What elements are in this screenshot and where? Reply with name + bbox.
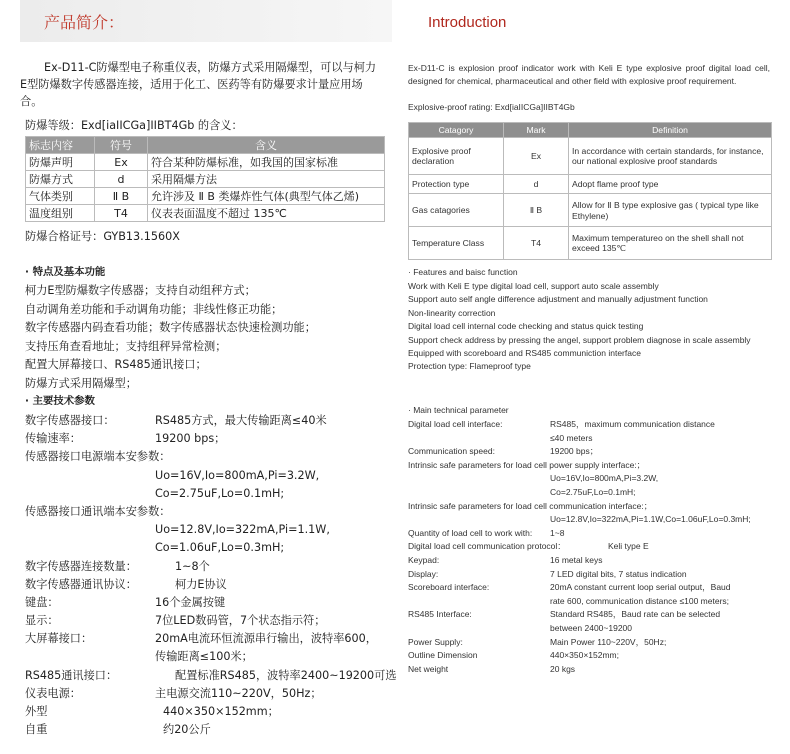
param-value: 柯力E协议 — [175, 577, 227, 591]
table-cell: Gas catagories — [409, 194, 504, 227]
feature-item: 支持压角查看地址；支持组秤异常检测； — [25, 339, 227, 353]
param-row — [25, 521, 395, 539]
table-header-row — [26, 137, 385, 154]
rating-table-en — [408, 122, 772, 260]
param-label: 键盘： — [25, 595, 59, 609]
param-row — [25, 648, 395, 666]
table-cell: Maximum temperatureo on the shell shall not exceed 135℃ — [569, 227, 772, 260]
param-label: RS485 Interface: — [408, 609, 472, 620]
table-header-row — [409, 123, 772, 138]
param-value: 7 LED digital bits, 7 status indication — [550, 568, 687, 579]
param-label: Digital load cell communication protocol： — [408, 541, 566, 552]
param-label: 显示： — [25, 614, 59, 628]
table-cell: Allow for Ⅱ B type explosive gas ( typical type like Ethylene) — [569, 194, 772, 227]
table-cell: Ⅱ B — [504, 194, 569, 227]
chinese-column — [20, 0, 397, 737]
chinese-intro — [20, 59, 392, 111]
feature-item: Digital load cell internal code checking and status quick testing — [408, 321, 644, 332]
param-row — [25, 412, 395, 430]
features-title: · 特点及基本功能 — [25, 266, 106, 278]
table-row — [409, 175, 772, 194]
param-row — [25, 485, 395, 503]
param-value: Uo=16V,Io=800mA,Pi=3.2W, — [155, 468, 320, 482]
table-row — [26, 171, 385, 188]
param-value: 20mA constant current loop serial output，Baud — [550, 582, 731, 593]
param-row — [25, 503, 395, 521]
param-row — [408, 500, 774, 514]
table-cell: Adopt flame proof type — [569, 175, 772, 194]
param-label: 传输速率： — [25, 432, 81, 446]
param-value: 19200 bps； — [550, 446, 599, 457]
table-cell: Ex — [95, 154, 148, 171]
table-cell: 符合某种防爆标准，如我国的国家标准 — [148, 154, 385, 171]
param-row — [25, 558, 395, 576]
param-row — [408, 445, 774, 459]
param-value: ≤40 meters — [550, 432, 593, 443]
param-value: 1~8 — [550, 527, 565, 538]
param-value: 440×350×152mm； — [163, 705, 279, 718]
table-header-cell: 符号 — [95, 137, 148, 154]
table-cell: d — [95, 171, 148, 188]
table-header-cell: 含义 — [148, 137, 385, 154]
param-row — [25, 467, 395, 485]
param-row — [408, 622, 774, 636]
param-value: Co=2.75uF,Lo=0.1mH; — [155, 486, 285, 500]
param-label: Quantity of load cell to work with: — [408, 527, 533, 538]
param-label: Scoreboard interface: — [408, 582, 490, 593]
param-row — [25, 594, 395, 612]
param-row — [408, 486, 774, 500]
param-label: 外型 — [25, 705, 48, 718]
param-label: 仪表电源： — [25, 686, 81, 700]
table-cell: Ⅱ B — [95, 188, 148, 205]
table-header-cell: Definition — [569, 123, 772, 138]
feature-item: Non-linearity correction — [408, 307, 496, 318]
param-value: Co=1.06uF,Lo=0.3mH; — [155, 541, 285, 555]
table-header-cell: 标志内容 — [26, 137, 95, 154]
table-row — [409, 138, 772, 175]
param-row — [25, 667, 395, 685]
param-row — [408, 649, 774, 663]
chinese-title: 产品简介： — [44, 13, 125, 32]
table-row — [409, 194, 772, 227]
params-title-en: · Main technical parameter — [408, 405, 509, 415]
param-value: Keli type E — [608, 541, 649, 552]
param-row — [408, 581, 774, 595]
table-cell: Temperature Class — [409, 227, 504, 260]
feature-item: Protection type: Flameproof type — [408, 361, 531, 372]
param-row — [408, 554, 774, 568]
param-label: Digital load cell interface: — [408, 419, 503, 429]
features-list — [25, 282, 316, 394]
param-label: 数字传感器接口： — [25, 414, 115, 427]
param-row — [408, 472, 774, 486]
param-label: 传感器接口电源端本安参数： — [25, 450, 171, 464]
param-label: Intrinsic safe parameters for load cell communication interface:； — [408, 500, 653, 511]
param-row — [25, 430, 395, 448]
param-label: Keypad: — [408, 554, 440, 565]
param-row — [408, 432, 774, 446]
param-row — [25, 448, 395, 466]
param-row — [25, 703, 395, 721]
table-cell: Ex — [504, 138, 569, 175]
param-row — [408, 568, 774, 582]
table-cell: d — [504, 175, 569, 194]
english-intro: Ex-D11-C is explosion proof indicator work with Keli E type explosive proof digital load cell, designed for chemical, pharmaceutical and other field with explosive proof requirement. — [408, 63, 770, 87]
param-value: Uo=12.8V,Io=322mA,Pi=1.1W,Co=1.06uF,Lo=0.3mH; — [550, 514, 751, 525]
param-label: 大屏幕接口： — [25, 632, 93, 646]
rating-table — [25, 136, 385, 222]
param-label: Display: — [408, 568, 439, 579]
table-row — [26, 188, 385, 205]
table-cell: T4 — [95, 205, 148, 222]
param-value: RS485，maximum communication distance — [550, 419, 715, 429]
rating-line-en: Explosive-proof rating: Exd[iaIICGa]IIBT4Gb — [408, 102, 575, 112]
table-cell: Explosive proof declaration — [409, 138, 504, 175]
feature-item: 柯力E型防爆数字传感器；支持自动组秤方式； — [25, 284, 256, 297]
params-list-en — [408, 418, 774, 676]
cert-number: 防爆合格证号：GYB13.1560X — [25, 230, 180, 243]
param-value: 20 kgs — [550, 663, 576, 674]
param-value: 440×350×152mm; — [550, 650, 619, 661]
table-row — [26, 205, 385, 222]
param-label: Power Supply: — [408, 636, 463, 647]
english-column — [406, 0, 774, 674]
param-label: 数字传感器连接数量： — [25, 559, 137, 573]
param-value: 20mA电流环恒流源串行输出，波特率600， — [155, 632, 377, 646]
intro-line: Ex-D11-C防爆型电子称重仪表，防爆方式采用隔爆型，可以与柯力 — [44, 61, 377, 74]
feature-item: 配置大屏幕接口、RS485通讯接口； — [25, 358, 207, 372]
rating-line: 防爆等级：Exd[iaIICGa]IIBT4Gb 的含义： — [25, 119, 243, 132]
table-cell: 仪表表面温度不超过 135℃ — [148, 205, 385, 222]
param-value: Main Power 110~220V，50Hz; — [550, 636, 667, 647]
param-row — [408, 418, 774, 432]
table-cell: 防爆方式 — [26, 171, 95, 188]
param-label: 自重 — [25, 723, 48, 737]
table-cell: 采用隔爆方法 — [148, 171, 385, 188]
param-value: Uo=12.8V,Io=322mA,Pi=1.1W, — [155, 523, 330, 537]
param-value: 约20公斤 — [163, 723, 211, 737]
param-value: 主电源交流110~220V，50Hz； — [155, 686, 322, 700]
params-title: · 主要技术参数 — [25, 395, 95, 407]
param-row — [408, 459, 774, 473]
feature-item: Support check address by pressing the angel, support problem diagnose in scale assembly — [408, 334, 751, 345]
table-cell: 温度组别 — [26, 205, 95, 222]
param-value: RS485方式，最大传输距离≤40米 — [155, 414, 327, 427]
param-row — [25, 612, 395, 630]
param-value: rate 600, communication distance ≤100 meters; — [550, 595, 730, 606]
param-row — [25, 721, 395, 739]
param-label: RS485通讯接口： — [25, 668, 118, 682]
param-row — [408, 527, 774, 541]
features-title-en: · Features and baisc function — [408, 267, 518, 277]
param-row — [408, 663, 774, 677]
intro-line: 合。 — [20, 95, 43, 109]
table-cell: T4 — [504, 227, 569, 260]
table-cell: Protection type — [409, 175, 504, 194]
feature-item: 数字传感器内码查看功能；数字传感器状态快速检测功能； — [25, 321, 316, 335]
param-label: 传感器接口通讯端本安参数： — [25, 504, 171, 518]
param-value: Uo=16V,Io=800mA,Pi=3.2W, — [550, 473, 659, 484]
param-value: 16个金属按键 — [155, 595, 226, 609]
param-value: 配置标准RS485，波特率2400~19200可选 — [175, 668, 397, 682]
param-value: 19200 bps； — [155, 432, 226, 446]
param-label: 数字传感器通讯协议： — [25, 577, 137, 591]
feature-item: Support auto self angle difference adjustment and manually adjustment function — [408, 294, 708, 305]
feature-item: 自动调角差功能和手动调角功能；非线性修正功能； — [25, 302, 283, 316]
table-cell: 气体类别 — [26, 188, 95, 205]
feature-item: Equipped with scoreboard and RS485 communiction interface — [408, 348, 641, 359]
param-value: 16 metal keys — [550, 554, 603, 565]
param-label: Net weight — [408, 663, 449, 674]
table-cell: 允许涉及 Ⅱ B 类爆炸性气体(典型气体乙烯) — [148, 188, 385, 205]
table-row — [409, 227, 772, 260]
table-row — [26, 154, 385, 171]
table-cell: In accordance with certain standards, for instance, our national explosive proof standards — [569, 138, 772, 175]
intro-line: E型防爆数字传感器连接，适用于化工、医药等有防爆要求计量应用场 — [20, 78, 363, 92]
param-value: Co=2.75uF,Lo=0.1mH; — [550, 486, 636, 497]
table-header-cell: Catagory — [409, 123, 504, 138]
param-value: 传输距离≤100米； — [155, 650, 253, 664]
table-cell: 防爆声明 — [26, 154, 95, 171]
english-header — [406, 0, 774, 42]
param-label: Communication speed: — [408, 446, 495, 457]
param-label: Intrinsic safe parameters for load cell power supply interface:； — [408, 459, 646, 470]
param-value: 7位LED数码管，7个状态指示符； — [155, 614, 326, 628]
english-title: Introduction — [428, 14, 507, 31]
param-value: Standard RS485，Baud rate can be selected — [550, 609, 721, 620]
table-header-cell: Mark — [504, 123, 569, 138]
param-value: 1~8个 — [175, 559, 210, 573]
param-row — [25, 630, 395, 648]
chinese-header — [20, 0, 392, 42]
param-row — [408, 636, 774, 650]
param-value: between 2400~19200 — [550, 622, 633, 633]
param-row — [408, 608, 774, 622]
param-row — [408, 595, 774, 609]
param-label: Outline Dimension — [408, 650, 478, 661]
param-row — [25, 539, 395, 557]
param-row — [25, 685, 395, 703]
feature-item: Work with Keli E type digital load cell, support auto scale assembly — [408, 281, 659, 291]
features-list-en — [408, 280, 770, 374]
param-row — [25, 576, 395, 594]
params-list — [25, 412, 395, 739]
param-row — [408, 540, 774, 554]
param-row — [408, 513, 774, 527]
feature-item: 防爆方式采用隔爆型； — [25, 376, 137, 390]
